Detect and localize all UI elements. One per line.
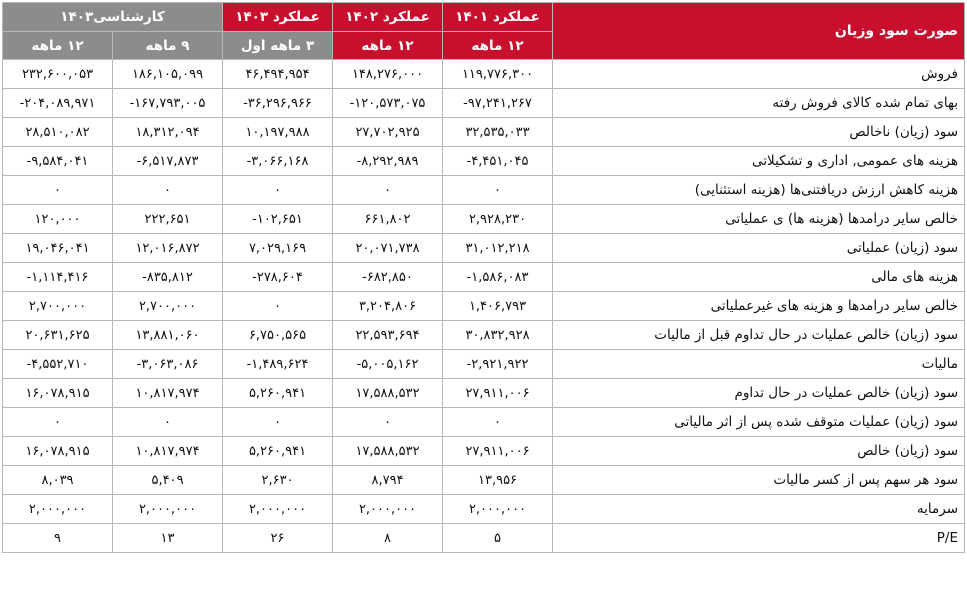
- row-value: -۸۳۵,۸۱۲: [113, 263, 223, 292]
- table-row: [3, 466, 965, 495]
- row-value: ۱۹,۰۴۶,۰۴۱: [3, 234, 113, 263]
- row-label: سود (زیان) عملیات متوقف شده پس از اثر مالیاتی: [553, 408, 965, 437]
- header-expert-1403: کارشناسی۱۴۰۳: [3, 3, 223, 32]
- table-row: [3, 176, 965, 205]
- row-value: ۲۰,۰۷۱,۷۳۸: [333, 234, 443, 263]
- row-label: هزینه های مالی: [553, 263, 965, 292]
- header-1401: عملکرد ۱۴۰۱: [443, 3, 553, 32]
- header-1403: عملکرد ۱۴۰۳: [223, 3, 333, 32]
- row-value: ۳۱,۰۱۲,۲۱۸: [443, 234, 553, 263]
- row-value: -۶,۵۱۷,۸۷۳: [113, 147, 223, 176]
- table-row: [3, 321, 965, 350]
- table-row: [3, 495, 965, 524]
- subheader-1401: ۱۲ ماهه: [443, 32, 553, 60]
- table-row: [3, 60, 965, 89]
- row-value: ۱۳,۸۸۱,۰۶۰: [113, 321, 223, 350]
- row-value: -۱,۱۱۴,۴۱۶: [3, 263, 113, 292]
- row-value: -۱۶۷,۷۹۳,۰۰۵: [113, 89, 223, 118]
- income-statement-table: [2, 2, 965, 553]
- row-value: ۲,۷۰۰,۰۰۰: [113, 292, 223, 321]
- row-value: ۰: [223, 408, 333, 437]
- row-value: ۱۳,۹۵۶: [443, 466, 553, 495]
- row-value: ۲۲,۵۹۳,۶۹۴: [333, 321, 443, 350]
- row-value: ۷,۰۲۹,۱۶۹: [223, 234, 333, 263]
- row-value: -۶۸۲,۸۵۰: [333, 263, 443, 292]
- row-value: ۲۷,۷۰۲,۹۲۵: [333, 118, 443, 147]
- row-value: ۰: [333, 176, 443, 205]
- row-label: P/E: [553, 524, 965, 553]
- row-value: ۱۴۸,۲۷۶,۰۰۰: [333, 60, 443, 89]
- row-value: -۴,۵۵۲,۷۱۰: [3, 350, 113, 379]
- row-value: ۵,۴۰۹: [113, 466, 223, 495]
- row-value: -۹,۵۸۴,۰۴۱: [3, 147, 113, 176]
- subheader-expert-12m: ۱۲ ماهه: [3, 32, 113, 60]
- row-value: ۰: [443, 408, 553, 437]
- row-value: ۱۱۹,۷۷۶,۳۰۰: [443, 60, 553, 89]
- row-value: ۳۲,۵۳۵,۰۳۳: [443, 118, 553, 147]
- row-label: بهای تمام شده کالای فروش رفته: [553, 89, 965, 118]
- row-value: ۱۰,۸۱۷,۹۷۴: [113, 437, 223, 466]
- table-row: [3, 379, 965, 408]
- row-value: ۴۶,۴۹۴,۹۵۴: [223, 60, 333, 89]
- table-row: [3, 292, 965, 321]
- row-value: ۱۷,۵۸۸,۵۳۲: [333, 379, 443, 408]
- row-value: ۲,۰۰۰,۰۰۰: [333, 495, 443, 524]
- row-value: -۲۷۸,۶۰۴: [223, 263, 333, 292]
- row-value: ۱۶,۰۷۸,۹۱۵: [3, 437, 113, 466]
- row-value: ۱۰,۱۹۷,۹۸۸: [223, 118, 333, 147]
- subheader-1402: ۱۲ ماهه: [333, 32, 443, 60]
- row-value: ۲,۰۰۰,۰۰۰: [113, 495, 223, 524]
- row-value: -۳,۰۶۳,۰۸۶: [113, 350, 223, 379]
- row-value: ۹: [3, 524, 113, 553]
- table-row: [3, 524, 965, 553]
- row-value: -۲۰۴,۰۸۹,۹۷۱: [3, 89, 113, 118]
- row-value: -۳۶,۲۹۶,۹۶۶: [223, 89, 333, 118]
- row-value: ۲۷,۹۱۱,۰۰۶: [443, 437, 553, 466]
- row-value: -۱,۵۸۶,۰۸۳: [443, 263, 553, 292]
- row-value: ۶,۷۵۰,۵۶۵: [223, 321, 333, 350]
- row-value: -۱,۴۸۹,۶۲۴: [223, 350, 333, 379]
- row-value: -۱۰۲,۶۵۱: [223, 205, 333, 234]
- row-value: ۱۶,۰۷۸,۹۱۵: [3, 379, 113, 408]
- row-value: ۱۲,۰۱۶,۸۷۲: [113, 234, 223, 263]
- row-value: ۰: [113, 408, 223, 437]
- row-value: -۸,۲۹۲,۹۸۹: [333, 147, 443, 176]
- row-label: خالص سایر درامدها (هزینه ها) ی عملیاتی: [553, 205, 965, 234]
- row-value: ۲,۰۰۰,۰۰۰: [443, 495, 553, 524]
- row-value: ۵,۲۶۰,۹۴۱: [223, 379, 333, 408]
- row-value: ۰: [223, 176, 333, 205]
- row-value: ۲۸,۵۱۰,۰۸۲: [3, 118, 113, 147]
- row-value: ۱۸,۳۱۲,۰۹۴: [113, 118, 223, 147]
- row-value: ۵: [443, 524, 553, 553]
- row-label: خالص سایر درامدها و هزینه های غیرعملیاتی: [553, 292, 965, 321]
- row-value: ۱۷,۵۸۸,۵۳۲: [333, 437, 443, 466]
- row-value: ۲۰,۶۳۱,۶۲۵: [3, 321, 113, 350]
- row-value: ۸: [333, 524, 443, 553]
- row-value: ۰: [3, 408, 113, 437]
- table-row: [3, 408, 965, 437]
- row-value: ۰: [443, 176, 553, 205]
- row-value: ۵,۲۶۰,۹۴۱: [223, 437, 333, 466]
- row-label: سود (زیان) ناخالص: [553, 118, 965, 147]
- row-value: -۴,۴۵۱,۰۴۵: [443, 147, 553, 176]
- table-row: [3, 437, 965, 466]
- row-value: ۲۶: [223, 524, 333, 553]
- row-label: سرمایه: [553, 495, 965, 524]
- row-value: -۹۷,۲۴۱,۲۶۷: [443, 89, 553, 118]
- table-body: [3, 3, 965, 553]
- row-value: ۱۰,۸۱۷,۹۷۴: [113, 379, 223, 408]
- row-value: ۳۰,۸۳۲,۹۲۸: [443, 321, 553, 350]
- row-value: ۰: [3, 176, 113, 205]
- header-1402: عملکرد ۱۴۰۲: [333, 3, 443, 32]
- header-label: صورت سود وزیان: [553, 3, 965, 60]
- subheader-1403: ۳ ماهه اول: [223, 32, 333, 60]
- header-row-1: [3, 3, 965, 32]
- row-value: ۱۳: [113, 524, 223, 553]
- row-value: ۸,۰۳۹: [3, 466, 113, 495]
- row-label: هزینه کاهش ارزش دریافتنی‌ها (هزینه استثنایی): [553, 176, 965, 205]
- subheader-expert-9m: ۹ ماهه: [113, 32, 223, 60]
- row-value: -۳,۰۶۶,۱۶۸: [223, 147, 333, 176]
- row-value: -۵,۰۰۵,۱۶۲: [333, 350, 443, 379]
- row-value: ۰: [333, 408, 443, 437]
- row-value: ۶۶۱,۸۰۲: [333, 205, 443, 234]
- row-label: سود (زیان) خالص: [553, 437, 965, 466]
- row-value: ۳,۲۰۴,۸۰۶: [333, 292, 443, 321]
- table-row: [3, 234, 965, 263]
- row-label: سود (زیان) خالص عملیات در حال تداوم قبل از مالیات: [553, 321, 965, 350]
- row-value: -۱۲۰,۵۷۳,۰۷۵: [333, 89, 443, 118]
- row-value: ۲۳۲,۶۰۰,۰۵۳: [3, 60, 113, 89]
- row-label: سود هر سهم پس از کسر مالیات: [553, 466, 965, 495]
- row-value: ۲,۰۰۰,۰۰۰: [3, 495, 113, 524]
- row-value: ۰: [113, 176, 223, 205]
- row-label: فروش: [553, 60, 965, 89]
- row-value: ۸,۷۹۴: [333, 466, 443, 495]
- row-value: ۱,۴۰۶,۷۹۳: [443, 292, 553, 321]
- row-value: ۲,۰۰۰,۰۰۰: [223, 495, 333, 524]
- row-value: ۰: [223, 292, 333, 321]
- table-row: [3, 147, 965, 176]
- row-value: ۲,۷۰۰,۰۰۰: [3, 292, 113, 321]
- row-label: مالیات: [553, 350, 965, 379]
- row-value: -۲,۹۲۱,۹۲۲: [443, 350, 553, 379]
- table-row: [3, 263, 965, 292]
- table-row: [3, 205, 965, 234]
- row-value: ۱۸۶,۱۰۵,۰۹۹: [113, 60, 223, 89]
- row-value: ۲۲۲,۶۵۱: [113, 205, 223, 234]
- row-value: ۲,۶۳۰: [223, 466, 333, 495]
- row-label: سود (زیان) خالص عملیات در حال تداوم: [553, 379, 965, 408]
- row-value: ۲۷,۹۱۱,۰۰۶: [443, 379, 553, 408]
- table-row: [3, 118, 965, 147]
- table-row: [3, 350, 965, 379]
- row-value: ۲,۹۲۸,۲۳۰: [443, 205, 553, 234]
- table-row: [3, 89, 965, 118]
- row-label: هزینه های عمومی, اداری و تشکیلاتی: [553, 147, 965, 176]
- row-label: سود (زیان) عملیاتی: [553, 234, 965, 263]
- row-value: ۱۲۰,۰۰۰: [3, 205, 113, 234]
